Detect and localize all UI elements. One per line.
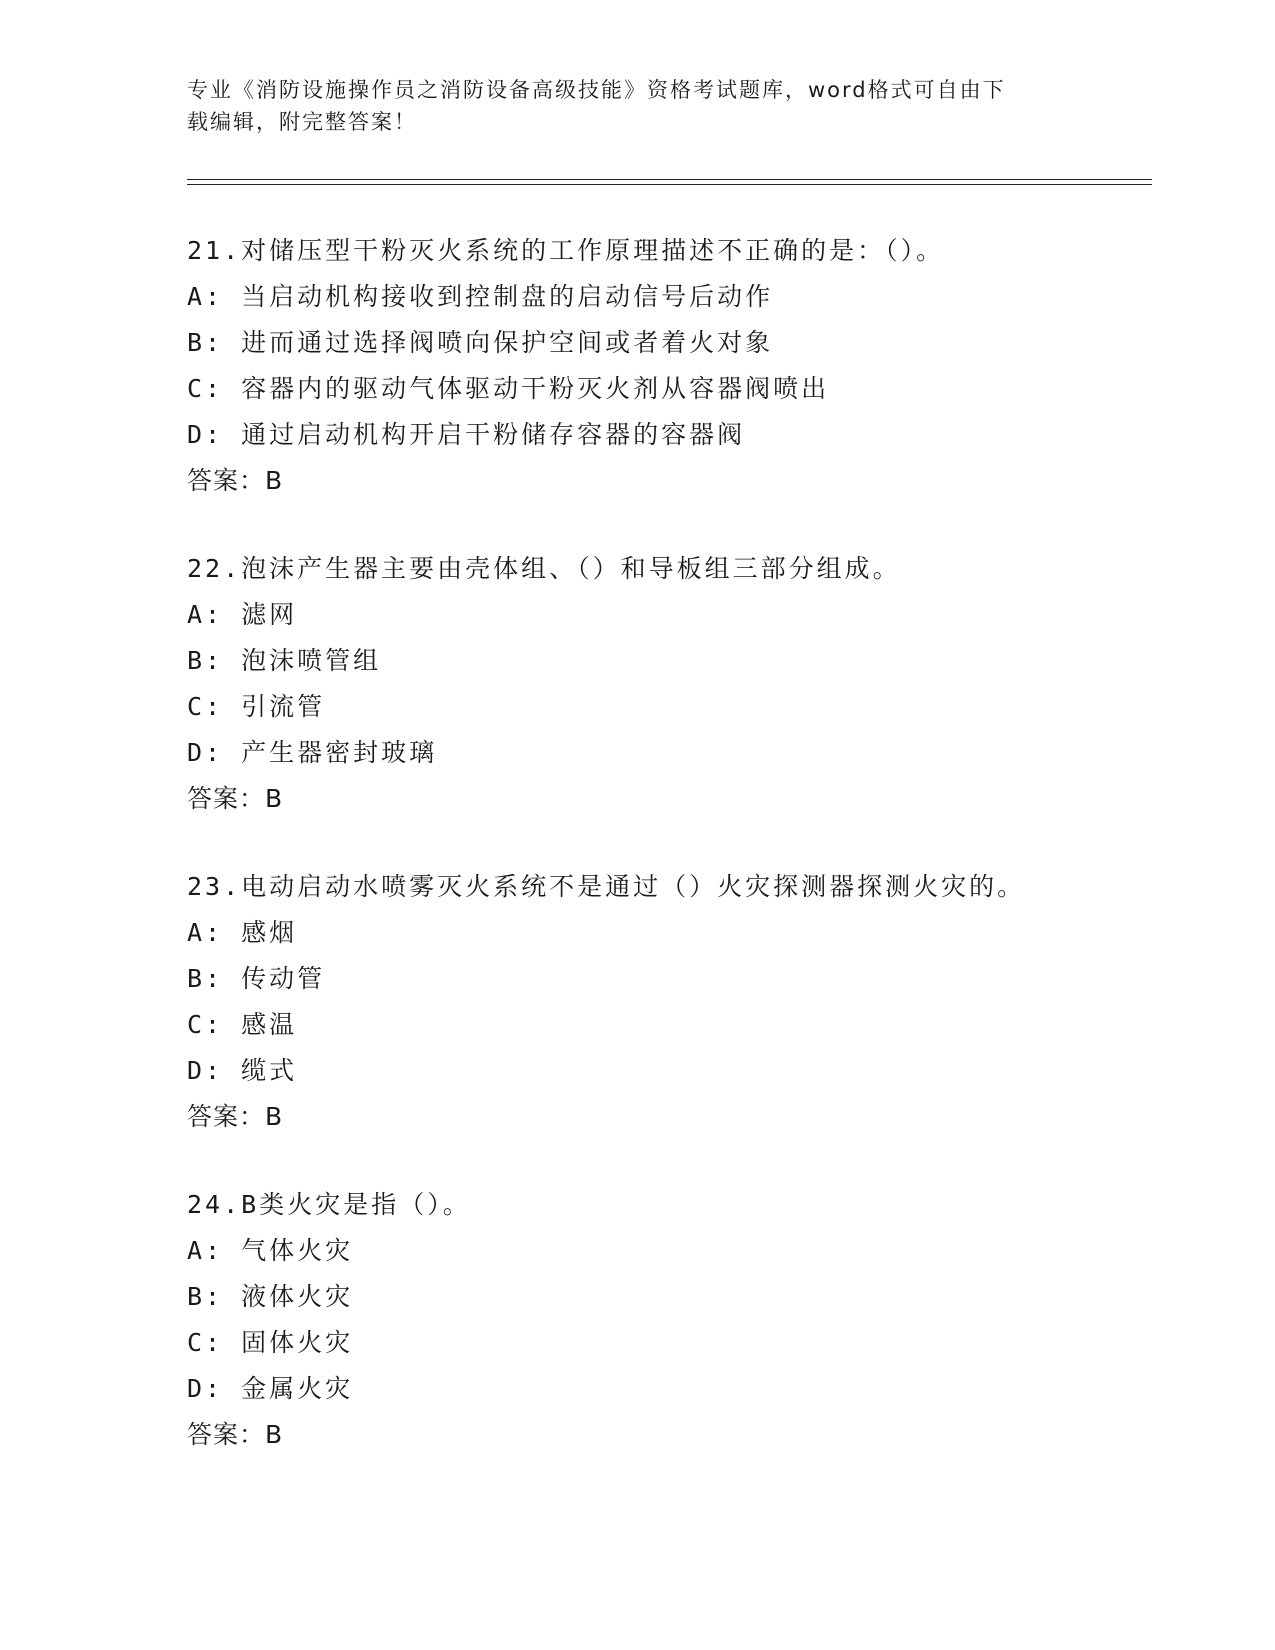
question-23 [187, 864, 1147, 1140]
option-d [187, 1366, 1147, 1412]
option-text: 固体火灾 [241, 1328, 354, 1357]
question-22 [187, 546, 1147, 822]
option-text: 引流管 [241, 692, 326, 721]
option-b [187, 956, 1147, 1002]
answer-line: 答案：B [187, 784, 284, 813]
question-stem: 22.泡沫产生器主要由壳体组、（）和导板组三部分组成。 [187, 554, 901, 583]
option-letter: D: [187, 420, 224, 449]
option-text: 气体火灾 [241, 1236, 354, 1265]
option-letter: A: [187, 918, 224, 947]
answer-line: 答案：B [187, 466, 284, 495]
header-line-2: 载编辑，附完整答案！ [187, 110, 417, 134]
option-text: 滤网 [241, 600, 298, 629]
option-text: 缆式 [241, 1056, 298, 1085]
option-b [187, 320, 1147, 366]
question-stem: 21.对储压型干粉灭火系统的工作原理描述不正确的是：（）。 [187, 236, 945, 265]
option-letter: B: [187, 646, 224, 675]
option-c [187, 1002, 1147, 1048]
option-d [187, 1048, 1147, 1094]
option-letter: D: [187, 1056, 224, 1085]
question-24 [187, 1182, 1147, 1458]
option-a [187, 592, 1147, 638]
question-stem: 24.B类火灾是指（）。 [187, 1190, 471, 1219]
option-text: 金属火灾 [241, 1374, 354, 1403]
option-a [187, 1228, 1147, 1274]
option-letter: B: [187, 328, 224, 357]
option-text: 液体火灾 [241, 1282, 354, 1311]
option-letter: C: [187, 374, 224, 403]
option-b [187, 638, 1147, 684]
option-text: 传动管 [241, 964, 326, 993]
option-letter: B: [187, 964, 224, 993]
option-text: 产生器密封玻璃 [241, 738, 438, 767]
option-a [187, 274, 1147, 320]
option-letter: A: [187, 1236, 224, 1265]
header-line-1: 专业《消防设施操作员之消防设备高级技能》资格考试题库，word格式可自由下 [187, 78, 1006, 102]
option-letter: D: [187, 738, 224, 767]
question-21 [187, 228, 1147, 504]
option-text: 容器内的驱动气体驱动干粉灭火剂从容器阀喷出 [241, 374, 830, 403]
option-letter: D: [187, 1374, 224, 1403]
option-d [187, 730, 1147, 776]
option-b [187, 1274, 1147, 1320]
answer-line: 答案：B [187, 1102, 284, 1131]
option-text: 进而通过选择阀喷向保护空间或者着火对象 [241, 328, 774, 357]
option-c [187, 684, 1147, 730]
header-divider-top [187, 179, 1152, 180]
option-letter: C: [187, 1328, 224, 1357]
option-letter: A: [187, 600, 224, 629]
option-text: 当启动机构接收到控制盘的启动信号后动作 [241, 282, 774, 311]
option-c [187, 1320, 1147, 1366]
header-divider-bottom [187, 184, 1152, 185]
option-text: 感烟 [241, 918, 298, 947]
option-letter: C: [187, 1010, 224, 1039]
option-letter: A: [187, 282, 224, 311]
option-a [187, 910, 1147, 956]
option-text: 泡沫喷管组 [241, 646, 382, 675]
option-letter: B: [187, 1282, 224, 1311]
option-text: 通过启动机构开启干粉储存容器的容器阀 [241, 420, 746, 449]
option-c [187, 366, 1147, 412]
answer-line: 答案：B [187, 1420, 284, 1449]
option-d [187, 412, 1147, 458]
question-stem: 23.电动启动水喷雾灭火系统不是通过（）火灾探测器探测火灾的。 [187, 872, 1026, 901]
option-text: 感温 [241, 1010, 298, 1039]
document-header [187, 74, 1087, 138]
option-letter: C: [187, 692, 224, 721]
